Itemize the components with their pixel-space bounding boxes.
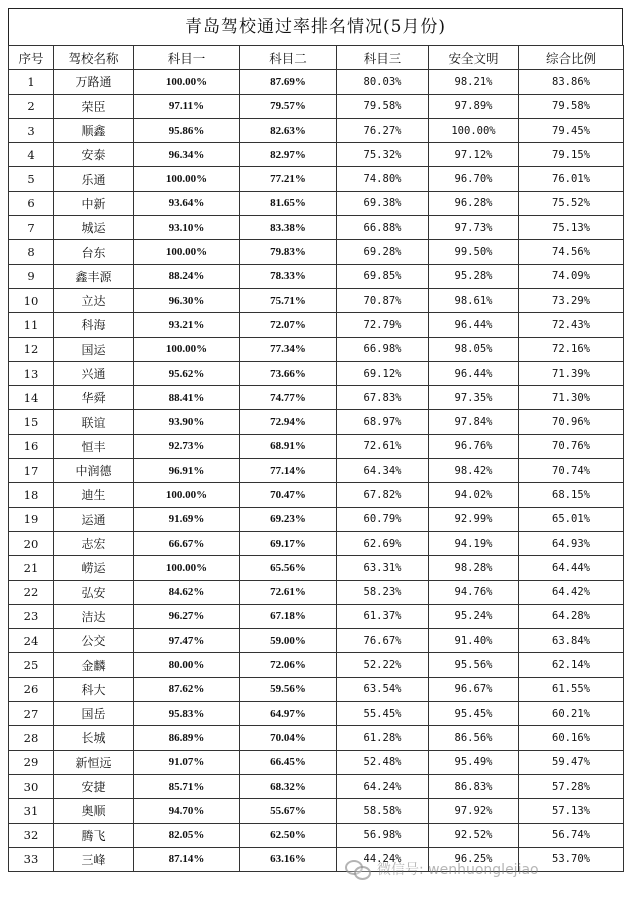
cell-school-name: 新恒远 (54, 750, 134, 774)
cell-subject-2: 83.38% (240, 216, 337, 240)
cell-overall: 75.13% (519, 216, 624, 240)
table-row (9, 337, 624, 361)
cell-overall: 65.01% (519, 507, 624, 531)
cell-school-name: 崂运 (54, 556, 134, 580)
table-row (9, 94, 624, 118)
cell-overall: 64.44% (519, 556, 624, 580)
cell-subject-1: 86.89% (134, 726, 240, 750)
cell-index: 26 (9, 677, 54, 701)
cell-subject-2: 69.17% (240, 531, 337, 555)
cell-school-name: 中润德 (54, 459, 134, 483)
table-row (9, 386, 624, 410)
table-row (9, 118, 624, 142)
cell-overall: 60.16% (519, 726, 624, 750)
cell-school-name: 长城 (54, 726, 134, 750)
cell-index: 22 (9, 580, 54, 604)
cell-school-name: 运通 (54, 507, 134, 531)
header-subject-1: 科目一 (134, 46, 240, 70)
cell-school-name: 国岳 (54, 702, 134, 726)
cell-overall: 53.70% (519, 847, 624, 871)
cell-school-name: 顺鑫 (54, 118, 134, 142)
cell-subject-3: 66.88% (337, 216, 429, 240)
table-row (9, 847, 624, 871)
cell-subject-1: 100.00% (134, 337, 240, 361)
cell-school-name: 安泰 (54, 143, 134, 167)
cell-subject-3: 76.67% (337, 629, 429, 653)
cell-subject-3: 44.24% (337, 847, 429, 871)
cell-overall: 79.45% (519, 118, 624, 142)
table-row (9, 483, 624, 507)
table-row (9, 70, 624, 94)
cell-subject-3: 68.97% (337, 410, 429, 434)
cell-safety: 95.24% (429, 604, 519, 628)
cell-subject-1: 100.00% (134, 240, 240, 264)
cell-subject-1: 100.00% (134, 70, 240, 94)
cell-index: 7 (9, 216, 54, 240)
cell-subject-2: 77.34% (240, 337, 337, 361)
cell-overall: 56.74% (519, 823, 624, 847)
watermark-text: 微信号: wenhuonglejiao (377, 862, 539, 878)
cell-subject-3: 58.23% (337, 580, 429, 604)
cell-school-name: 鑫丰源 (54, 264, 134, 288)
cell-subject-2: 70.47% (240, 483, 337, 507)
cell-school-name: 国运 (54, 337, 134, 361)
cell-school-name: 立达 (54, 288, 134, 312)
table-row (9, 167, 624, 191)
cell-subject-2: 72.07% (240, 313, 337, 337)
cell-subject-1: 95.86% (134, 118, 240, 142)
cell-overall: 79.15% (519, 143, 624, 167)
table-row (9, 702, 624, 726)
cell-subject-3: 63.31% (337, 556, 429, 580)
cell-safety: 95.49% (429, 750, 519, 774)
cell-subject-3: 62.69% (337, 531, 429, 555)
cell-index: 6 (9, 191, 54, 215)
cell-subject-2: 62.50% (240, 823, 337, 847)
cell-safety: 97.12% (429, 143, 519, 167)
cell-subject-2: 78.33% (240, 264, 337, 288)
cell-school-name: 联谊 (54, 410, 134, 434)
cell-safety: 98.21% (429, 70, 519, 94)
cell-safety: 86.83% (429, 774, 519, 798)
cell-overall: 59.47% (519, 750, 624, 774)
cell-safety: 100.00% (429, 118, 519, 142)
cell-subject-2: 79.57% (240, 94, 337, 118)
cell-overall: 64.28% (519, 604, 624, 628)
table-row (9, 240, 624, 264)
cell-subject-1: 91.69% (134, 507, 240, 531)
cell-safety: 94.19% (429, 531, 519, 555)
cell-safety: 94.76% (429, 580, 519, 604)
cell-overall: 73.29% (519, 288, 624, 312)
cell-subject-1: 88.41% (134, 386, 240, 410)
cell-subject-1: 91.07% (134, 750, 240, 774)
cell-subject-1: 95.62% (134, 361, 240, 385)
cell-subject-3: 67.82% (337, 483, 429, 507)
cell-index: 19 (9, 507, 54, 531)
cell-safety: 98.28% (429, 556, 519, 580)
cell-overall: 72.43% (519, 313, 624, 337)
cell-school-name: 腾飞 (54, 823, 134, 847)
cell-subject-3: 69.12% (337, 361, 429, 385)
cell-overall: 63.84% (519, 629, 624, 653)
cell-school-name: 三峰 (54, 847, 134, 871)
cell-subject-1: 66.67% (134, 531, 240, 555)
cell-index: 18 (9, 483, 54, 507)
header-subject-3: 科目三 (337, 46, 429, 70)
cell-safety: 96.28% (429, 191, 519, 215)
cell-subject-2: 69.23% (240, 507, 337, 531)
cell-safety: 95.28% (429, 264, 519, 288)
cell-subject-2: 59.56% (240, 677, 337, 701)
table-row (9, 410, 624, 434)
cell-subject-1: 93.21% (134, 313, 240, 337)
cell-index: 23 (9, 604, 54, 628)
cell-safety: 92.99% (429, 507, 519, 531)
cell-index: 4 (9, 143, 54, 167)
cell-subject-2: 68.91% (240, 434, 337, 458)
cell-overall: 70.96% (519, 410, 624, 434)
cell-index: 1 (9, 70, 54, 94)
header-safety: 安全文明 (429, 46, 519, 70)
table-row (9, 677, 624, 701)
cell-overall: 68.15% (519, 483, 624, 507)
cell-subject-2: 79.83% (240, 240, 337, 264)
cell-safety: 96.70% (429, 167, 519, 191)
cell-safety: 86.56% (429, 726, 519, 750)
table-row (9, 507, 624, 531)
table-row (9, 774, 624, 798)
cell-subject-1: 97.11% (134, 94, 240, 118)
cell-safety: 96.67% (429, 677, 519, 701)
cell-subject-3: 79.58% (337, 94, 429, 118)
cell-overall: 74.09% (519, 264, 624, 288)
header-subject-2: 科目二 (240, 46, 337, 70)
cell-subject-2: 77.14% (240, 459, 337, 483)
cell-safety: 95.45% (429, 702, 519, 726)
cell-school-name: 华舜 (54, 386, 134, 410)
cell-safety: 97.89% (429, 94, 519, 118)
cell-index: 10 (9, 288, 54, 312)
cell-safety: 99.50% (429, 240, 519, 264)
cell-safety: 98.61% (429, 288, 519, 312)
cell-subject-1: 80.00% (134, 653, 240, 677)
ranking-sheet (8, 8, 623, 872)
cell-subject-3: 66.98% (337, 337, 429, 361)
cell-index: 13 (9, 361, 54, 385)
cell-subject-1: 93.90% (134, 410, 240, 434)
table-row (9, 531, 624, 555)
cell-index: 25 (9, 653, 54, 677)
table-row (9, 313, 624, 337)
table-row (9, 726, 624, 750)
cell-school-name: 科大 (54, 677, 134, 701)
cell-index: 15 (9, 410, 54, 434)
cell-safety: 96.44% (429, 361, 519, 385)
cell-school-name: 弘安 (54, 580, 134, 604)
cell-index: 21 (9, 556, 54, 580)
table-row (9, 629, 624, 653)
cell-safety: 96.76% (429, 434, 519, 458)
cell-subject-3: 69.38% (337, 191, 429, 215)
cell-subject-2: 66.45% (240, 750, 337, 774)
cell-overall: 60.21% (519, 702, 624, 726)
cell-subject-1: 92.73% (134, 434, 240, 458)
cell-subject-3: 70.87% (337, 288, 429, 312)
cell-safety: 98.42% (429, 459, 519, 483)
cell-index: 3 (9, 118, 54, 142)
ranking-table (8, 45, 624, 872)
cell-school-name: 公交 (54, 629, 134, 653)
cell-overall: 64.42% (519, 580, 624, 604)
cell-index: 17 (9, 459, 54, 483)
cell-subject-1: 96.30% (134, 288, 240, 312)
cell-school-name: 万路通 (54, 70, 134, 94)
cell-overall: 76.01% (519, 167, 624, 191)
cell-subject-2: 87.69% (240, 70, 337, 94)
header-overall: 综合比例 (519, 46, 624, 70)
table-row (9, 459, 624, 483)
cell-index: 5 (9, 167, 54, 191)
cell-subject-2: 64.97% (240, 702, 337, 726)
table-row (9, 361, 624, 385)
cell-subject-2: 74.77% (240, 386, 337, 410)
cell-subject-2: 67.18% (240, 604, 337, 628)
cell-safety: 92.52% (429, 823, 519, 847)
cell-subject-1: 94.70% (134, 799, 240, 823)
cell-subject-3: 56.98% (337, 823, 429, 847)
cell-index: 11 (9, 313, 54, 337)
cell-subject-2: 82.97% (240, 143, 337, 167)
cell-overall: 64.93% (519, 531, 624, 555)
table-row (9, 604, 624, 628)
cell-overall: 83.86% (519, 70, 624, 94)
cell-school-name: 志宏 (54, 531, 134, 555)
cell-school-name: 恒丰 (54, 434, 134, 458)
cell-school-name: 城运 (54, 216, 134, 240)
table-row (9, 556, 624, 580)
cell-school-name: 金麟 (54, 653, 134, 677)
cell-overall: 61.55% (519, 677, 624, 701)
cell-safety: 97.73% (429, 216, 519, 240)
cell-subject-3: 63.54% (337, 677, 429, 701)
table-row (9, 264, 624, 288)
cell-subject-1: 96.27% (134, 604, 240, 628)
cell-subject-3: 74.80% (337, 167, 429, 191)
cell-index: 8 (9, 240, 54, 264)
cell-school-name: 荣臣 (54, 94, 134, 118)
cell-overall: 70.76% (519, 434, 624, 458)
cell-subject-1: 95.83% (134, 702, 240, 726)
cell-subject-3: 61.37% (337, 604, 429, 628)
cell-subject-1: 96.34% (134, 143, 240, 167)
cell-overall: 75.52% (519, 191, 624, 215)
cell-subject-3: 61.28% (337, 726, 429, 750)
cell-school-name: 洁达 (54, 604, 134, 628)
table-row (9, 799, 624, 823)
cell-subject-2: 81.65% (240, 191, 337, 215)
cell-subject-2: 75.71% (240, 288, 337, 312)
cell-subject-1: 93.10% (134, 216, 240, 240)
cell-subject-3: 64.24% (337, 774, 429, 798)
cell-overall: 62.14% (519, 653, 624, 677)
cell-index: 24 (9, 629, 54, 653)
cell-overall: 57.28% (519, 774, 624, 798)
cell-subject-3: 69.85% (337, 264, 429, 288)
cell-overall: 79.58% (519, 94, 624, 118)
header-index: 序号 (9, 46, 54, 70)
header-school-name: 驾校名称 (54, 46, 134, 70)
cell-subject-2: 63.16% (240, 847, 337, 871)
cell-subject-2: 72.61% (240, 580, 337, 604)
cell-index: 33 (9, 847, 54, 871)
cell-overall: 74.56% (519, 240, 624, 264)
table-row (9, 580, 624, 604)
table-row (9, 434, 624, 458)
cell-subject-2: 72.94% (240, 410, 337, 434)
cell-subject-1: 88.24% (134, 264, 240, 288)
cell-safety: 95.56% (429, 653, 519, 677)
cell-subject-1: 100.00% (134, 483, 240, 507)
cell-subject-2: 72.06% (240, 653, 337, 677)
table-row (9, 288, 624, 312)
cell-subject-1: 82.05% (134, 823, 240, 847)
cell-index: 14 (9, 386, 54, 410)
cell-safety: 91.40% (429, 629, 519, 653)
cell-subject-3: 52.48% (337, 750, 429, 774)
cell-school-name: 安捷 (54, 774, 134, 798)
cell-index: 31 (9, 799, 54, 823)
cell-subject-2: 73.66% (240, 361, 337, 385)
cell-subject-3: 55.45% (337, 702, 429, 726)
cell-safety: 98.05% (429, 337, 519, 361)
cell-subject-2: 70.04% (240, 726, 337, 750)
cell-subject-1: 87.62% (134, 677, 240, 701)
cell-safety: 97.92% (429, 799, 519, 823)
cell-subject-2: 59.00% (240, 629, 337, 653)
cell-subject-3: 76.27% (337, 118, 429, 142)
cell-safety: 94.02% (429, 483, 519, 507)
table-row (9, 216, 624, 240)
cell-overall: 71.30% (519, 386, 624, 410)
cell-overall: 70.74% (519, 459, 624, 483)
cell-index: 12 (9, 337, 54, 361)
table-row (9, 191, 624, 215)
header-row (9, 46, 624, 70)
cell-subject-1: 85.71% (134, 774, 240, 798)
table-row (9, 823, 624, 847)
cell-index: 16 (9, 434, 54, 458)
cell-school-name: 兴通 (54, 361, 134, 385)
cell-subject-3: 69.28% (337, 240, 429, 264)
cell-subject-1: 96.91% (134, 459, 240, 483)
cell-subject-2: 77.21% (240, 167, 337, 191)
cell-subject-3: 58.58% (337, 799, 429, 823)
cell-subject-3: 75.32% (337, 143, 429, 167)
cell-overall: 72.16% (519, 337, 624, 361)
cell-safety: 96.25% (429, 847, 519, 871)
cell-index: 29 (9, 750, 54, 774)
cell-subject-2: 68.32% (240, 774, 337, 798)
cell-subject-3: 60.79% (337, 507, 429, 531)
cell-safety: 96.44% (429, 313, 519, 337)
cell-school-name: 科海 (54, 313, 134, 337)
cell-index: 32 (9, 823, 54, 847)
table-body (9, 70, 624, 872)
table-row (9, 653, 624, 677)
cell-subject-2: 65.56% (240, 556, 337, 580)
cell-subject-3: 52.22% (337, 653, 429, 677)
cell-safety: 97.35% (429, 386, 519, 410)
cell-index: 9 (9, 264, 54, 288)
cell-overall: 57.13% (519, 799, 624, 823)
sheet-title: 青岛驾校通过率排名情况(5月份) (8, 8, 623, 45)
cell-index: 20 (9, 531, 54, 555)
cell-school-name: 乐通 (54, 167, 134, 191)
cell-subject-1: 84.62% (134, 580, 240, 604)
cell-school-name: 迪生 (54, 483, 134, 507)
cell-index: 27 (9, 702, 54, 726)
cell-subject-2: 55.67% (240, 799, 337, 823)
cell-subject-3: 67.83% (337, 386, 429, 410)
cell-subject-3: 80.03% (337, 70, 429, 94)
cell-safety: 97.84% (429, 410, 519, 434)
cell-school-name: 奥顺 (54, 799, 134, 823)
cell-school-name: 中新 (54, 191, 134, 215)
cell-subject-3: 72.79% (337, 313, 429, 337)
cell-subject-3: 64.34% (337, 459, 429, 483)
cell-subject-3: 72.61% (337, 434, 429, 458)
table-row (9, 750, 624, 774)
cell-index: 30 (9, 774, 54, 798)
cell-subject-1: 97.47% (134, 629, 240, 653)
cell-subject-1: 93.64% (134, 191, 240, 215)
cell-school-name: 台东 (54, 240, 134, 264)
cell-subject-1: 100.00% (134, 556, 240, 580)
cell-index: 2 (9, 94, 54, 118)
cell-subject-1: 87.14% (134, 847, 240, 871)
table-row (9, 143, 624, 167)
cell-overall: 71.39% (519, 361, 624, 385)
cell-subject-2: 82.63% (240, 118, 337, 142)
cell-index: 28 (9, 726, 54, 750)
cell-subject-1: 100.00% (134, 167, 240, 191)
